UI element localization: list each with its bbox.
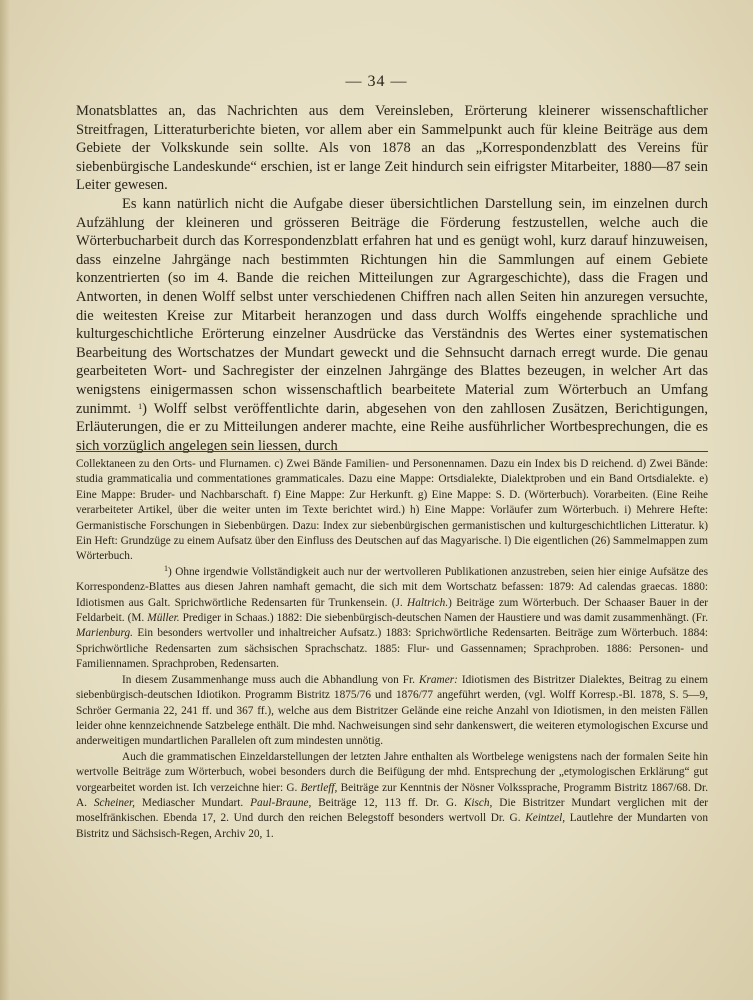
footnote-text: Beiträge zur Kenntnis der Nösner Volkssprache, Programm Bistritz 1867/68. Dr. A. (76, 781, 709, 809)
footnote-text: In diesem Zusammenhange muss auch die Abhandlung von Fr. (122, 673, 415, 686)
paragraph-2 (76, 195, 708, 455)
main-text (76, 102, 708, 455)
footnotes (76, 457, 708, 842)
author-name: Scheiner, (93, 796, 135, 809)
author-name: Paul-Braune, (250, 796, 312, 809)
footnote-text: Die Bistritzer Mundart verglichen mit der moselfränkischen. Ebenda 17, 2. Und durch den reichen Belegstoff besonders wertvoll Dr. G. (76, 796, 709, 825)
page-edge-shadow (0, 0, 10, 1000)
footnote-text: Beiträge 12, 113 ff. Dr. G. (318, 796, 457, 809)
author-name: Kramer: (418, 673, 458, 686)
footnote-1-text: ) Ohne irgendwie Vollständigkeit auch nur der wertvolleren Publikationen anzustreben, seien hier einige Aufsätze des Korrespondenz-Blattes aus diesen Jahren namhaft gemacht, die sich mit dem Wortschatz befassen: 1879: Ad calendas graecas. 1880: Idiotismen aus Galt. Sprichwörtliche Redensarten für Trunkensein. (J. (76, 565, 708, 609)
paragraph-2-text: Es kann natürlich nicht die Aufgabe dieser übersichtlichen Darstellung sein, im einzelnen durch Aufzählung der kleineren und grösseren Beiträge die Förderung festzustellen, welche auch die Wörterbucharbeit durch das Korrespondenzblatt erfahren hat und es genügt wohl, kurz darauf hinzuweisen, dass einzelne Jahrgänge nach bestimmten Richtungen hin die Sammlungen auf einem Gebiete konzentrierten (so im 4. Bande die reichen Mitteilungen zur Agrargeschichte), dass die Fragen und Antworten, in denen Wolff selbst unter verschiedenen Chiffren nach allen Seiten hin anzuregen versuchte, die weitesten Kreise zur Mitarbeit heranzogen und dass durch Wolffs eingehende sprachliche und kulturgeschichtliche Erörterung einzelner Ausdrücke das Verständnis des Wertes einer systematischen Bearbeitung des Wortschatzes der Mundart geweckt und die Sehnsucht darnach erregt wurde. Die genau gearbeiteten Wort- und Sachregister der einzelnen Jahrgänge des Blattes bezeugen, in welcher Art das wenigstens einigermassen schon wissenschaftlich bearbeitete Material zum Wörterbuch an Umfang zunimmt. (76, 195, 708, 417)
footnote-text: Idiotismen des Bistritzer Dialektes, Beitrag zu einem siebenbürgisch-deutschen Idiotikon. Programm Bistritz 1875/76 und 1876/77 angeführt werden, (vgl. Wolff Korresp.-Bl. 1878, S. 5—9, Schröer Germania 22, 241 ff. und 367 ff.), welche aus dem Bistritzer Gelände eine reiche Anzahl von Idiotismen, in den meisten Fällen leider ohne kennzeichnende Satzbelege enthält. Die mhd. Nachweisungen sind sehr dankenswert, die weiteren etymologischen Excurse und anderweitigen mundartlichen Parallelen oft zum mindesten unnötig. (76, 673, 709, 748)
footnote-paragraph-3 (76, 750, 708, 842)
footnote-text: Auch die grammatischen Einzeldarstellungen der letzten Jahre enthalten als Wortbelege wenigstens nach der formalen Seite hin wertvolle Beiträge zum Wörterbuch, wobei besonders durch die Beifügung der mhd. Entsprechung der „etymologischen Erklärung“ gut vorgearbeitet worden ist. Ich verzeichne hier: G. (76, 750, 708, 794)
footnote-1-text: Ein besonders wertvoller und inhaltreicher Aufsatz.) 1883: Sprichwörtliche Redensarten. Beiträge zum Wörterbuch. 1884: Sprichwörtliche Redensarten zum sächsischen Sprachschatz. 1885: Flur- und Gassennamen; Sprachproben. 1886: Personen- und Familiennamen. Sprachproben, Redensarten. (76, 627, 708, 671)
footnote-divider (76, 451, 708, 452)
author-name: Kisch, (463, 796, 493, 809)
footnote-text: Mediascher Mundart. (141, 796, 244, 809)
footnote-1-mark: 1 (164, 563, 168, 573)
footnote-text: Lautlehre der Mundarten von Bistritz und Sächsisch-Regen, Archiv 20, 1. (76, 812, 708, 840)
author-name: Müller. (147, 612, 180, 625)
author-name: Marienburg. (76, 627, 134, 640)
footnote-paragraph-2 (76, 673, 708, 750)
paragraph-1: Monatsblattes an, das Nachrichten aus dem Vereinsleben, Erörterung kleinerer wissenschaftlicher Streitfragen, Litteraturberichte bieten, vor allem aber ein Sammelpunkt auch für kleine Beiträge aus dem Gebiete der Volkskunde sein sollte. Als von 1878 an das „Korrespondenzblatt des Vereins für siebenbürgische Landeskunde“ erschien, ist er lange Zeit hindurch sein eifrigster Mitarbeiter, 1880—87 sein Leiter gewesen. (76, 103, 708, 194)
paragraph-2-text-cont: ) Wolff selbst veröffentlichte darin, abgesehen von den zahllosen Zusätzen, Berichtigungen, Erläuterungen, die er zu Mitteilungen anderer machte, eine Reihe ausführlicher Wortbesprechungen, die es sich vorzüglich angelegen sein liessen, durch (76, 400, 709, 454)
page-number: — 34 — (345, 73, 408, 90)
footnote-ref-1: 1 (138, 401, 143, 411)
author-name: Keintzel, (525, 812, 566, 825)
author-name: Haltrich. (407, 596, 449, 609)
author-name: Bertleff, (300, 781, 338, 794)
footnote-continuation: Collektaneen zu den Orts- und Flurnamen. c) Zwei Bände Familien- und Personennamen. Dazu ein Index bis D reichend. d) Zwei Bände: studia grammaticalia und commentationes grammaticales. Dazu eine Mappe: Ortsdialekte, Dialektproben und ein Band Ortsdialekte. e) Eine Mappe: Bruder- und Nachbarschaft. f) Eine Mappe: Zur Herkunft. g) Eine Mappe: S. D. (Wörterbuch). Vorarbeiten. (Eine Reihe verarbeiteter Artikel, über die weiter unten im Texte berichtet wird.) h) Eine Mappe: Vorläufer zum Wörterbuch. i) Mehrere Hefte: Germanistische Forschungen in Siebenbürgen. Dazu: Index zur siebenbürgischen germanistischen und kulturgeschichtlichen Litteratur. k) Ein Heft: Grundzüge zu einem Aufsatz über den Einfluss des Deutschen auf das Magyarische. l) Die eigentlichen (26) Sammelmappen zum Wörterbuch. (76, 458, 708, 563)
footnote-1 (76, 565, 708, 673)
footnote-1-text: ) Beiträge zum Wörterbuch. Der Schaaser Bauer in der Feldarbeit. (M. (76, 596, 709, 625)
footnote-1-text: Prediger in Schaas.) 1882: Die siebenbürgisch-deutschen Namen der Haustiere und was damit zusammenhängt. (Fr. (182, 612, 709, 625)
